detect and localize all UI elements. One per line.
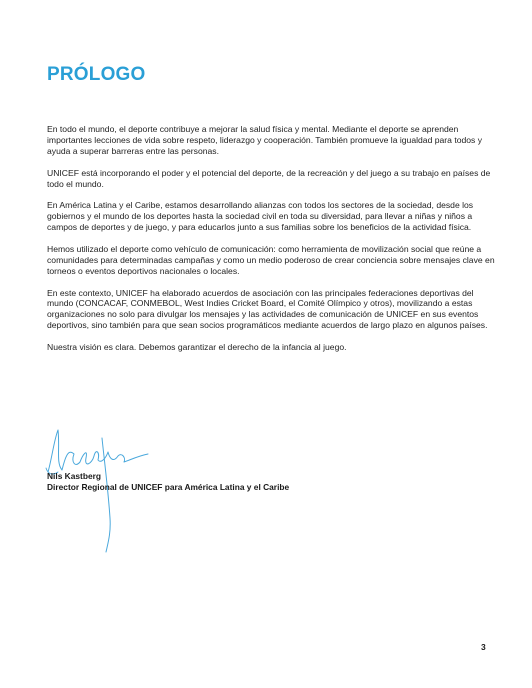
- paragraph-5: En este contexto, UNICEF ha elaborado acuerdos de asociación con las principales federaciones deportivas del mundo (CONCACAF, CONMEBOL, West Indies Cricket Board, el Comité Olímpico y otros), movilizando a estas organizaciones no solo para divulgar los mensajes y las actividades de comunicación de UNICEF en sus eventos deportivos, sino también para que sean socios programáticos mediante acuerdos de largo plazo en algunos países.: [47, 287, 488, 331]
- page-number: 3: [481, 642, 486, 652]
- paragraph-6: Nuestra visión es clara. Debemos garantizar el derecho de la infancia al juego.: [47, 342, 347, 353]
- paragraph-4: Hemos utilizado el deporte como vehículo de comunicación: como herramienta de movilización social que reúne a comunidades para determinadas campañas y como un medio poderoso de crear conciencia sobre mensajes clave en torneos o eventos deportivos nacionales o locales.: [47, 243, 495, 276]
- signer-name: Nils Kastberg: [47, 471, 101, 481]
- signer-block: [47, 471, 289, 493]
- page-title: PRÓLOGO: [47, 64, 146, 85]
- prologue-body: [47, 124, 497, 364]
- paragraph-3: En América Latina y el Caribe, estamos desarrollando alianzas con todos los sectores de la sociedad, desde los gobiernos y el mundo de los deportes hasta la sociedad civil en toda su diversidad, para llevar a niñas y niños a campos de deportes y de juego, y para educarlos junto a sus familias sobre los beneficios de la actividad física.: [47, 200, 474, 233]
- paragraph-2: UNICEF está incorporando el poder y el potencial del deporte, de la recreación y del juego a su trabajo en países de todo el mundo.: [47, 167, 491, 189]
- signer-title: Director Regional de UNICEF para América Latina y el Caribe: [47, 481, 290, 492]
- paragraph-1: En todo el mundo, el deporte contribuye a mejorar la salud física y mental. Mediante el deporte se aprenden importantes lecciones de vida sobre respeto, liderazgo y cooperación. También promueve la igualdad para todos y ayuda a superar barreras entre las personas.: [47, 124, 483, 156]
